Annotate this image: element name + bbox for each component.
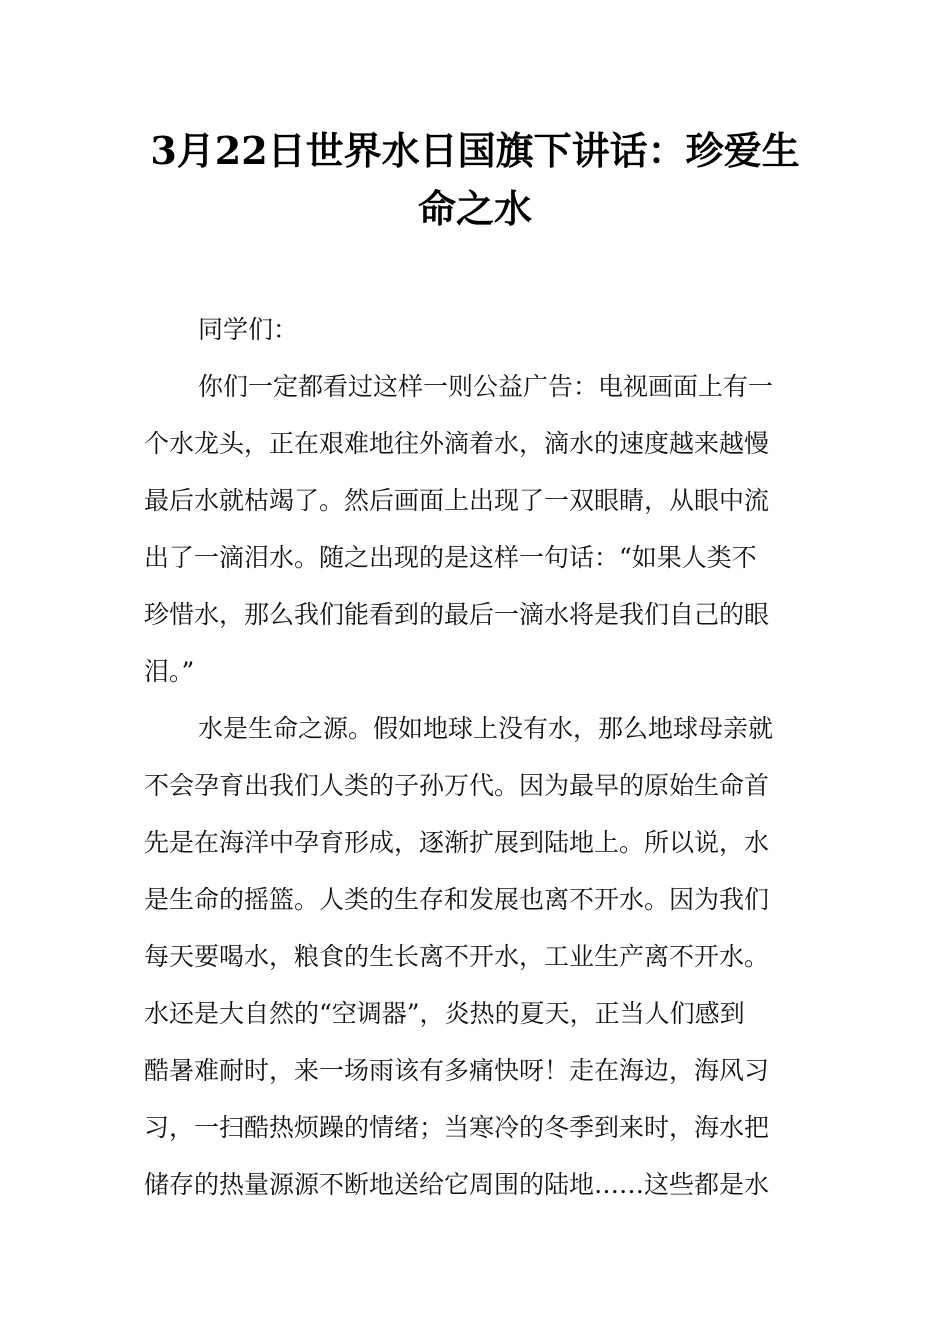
title-line-2: 命之水	[417, 186, 532, 231]
paragraph-1-line: 你们一定都看过这样一则公益广告：电视画面上有一	[198, 372, 774, 401]
paragraph-1-line: 个水龙头，正在艰难地往外滴着水，滴水的速度越来越慢	[144, 429, 770, 458]
document-title	[140, 122, 810, 238]
paragraph-2-line: 习，一扫酷热烦躁的情绪；当寒冷的冬季到来时，海水把	[144, 1113, 770, 1142]
paragraph-1-line: 最后水就枯竭了。然后画面上出现了一双眼睛，从眼中流	[144, 486, 770, 515]
title-line-1: 3月22日世界水日国旗下讲话：珍爱生	[150, 128, 800, 173]
paragraph-2-line: 储存的热量源源不断地送给它周围的陆地……这些都是水	[144, 1170, 770, 1199]
paragraph-2-line: 酷暑难耐时，来一场雨该有多痛快呀！走在海边，海风习	[144, 1056, 770, 1085]
paragraph-2-line: 先是在海洋中孕育形成，逐渐扩展到陆地上。所以说，水	[144, 828, 770, 857]
paragraph-2-line: 水是生命之源。假如地球上没有水，那么地球母亲就	[198, 714, 774, 743]
greeting: 同学们：	[198, 315, 299, 344]
paragraph-2-line: 不会孕育出我们人类的子孙万代。因为最早的原始生命首	[144, 771, 770, 800]
paragraph-2-line: 水还是大自然的“空调器”，炎热的夏天，正当人们感到	[144, 999, 745, 1028]
paragraph-1-line: 珍惜水，那么我们能看到的最后一滴水将是我们自己的眼	[144, 600, 770, 629]
paragraph-2-line: 是生命的摇篮。人类的生存和发展也离不开水。因为我们	[144, 885, 770, 914]
paragraph-1-line: 出了一滴泪水。随之出现的是这样一句话：“如果人类不	[144, 543, 757, 572]
paragraph-2-line: 每天要喝水，粮食的生长离不开水，工业生产离不开水。	[144, 942, 770, 971]
paragraph-1-line: 泪。”	[144, 657, 195, 686]
